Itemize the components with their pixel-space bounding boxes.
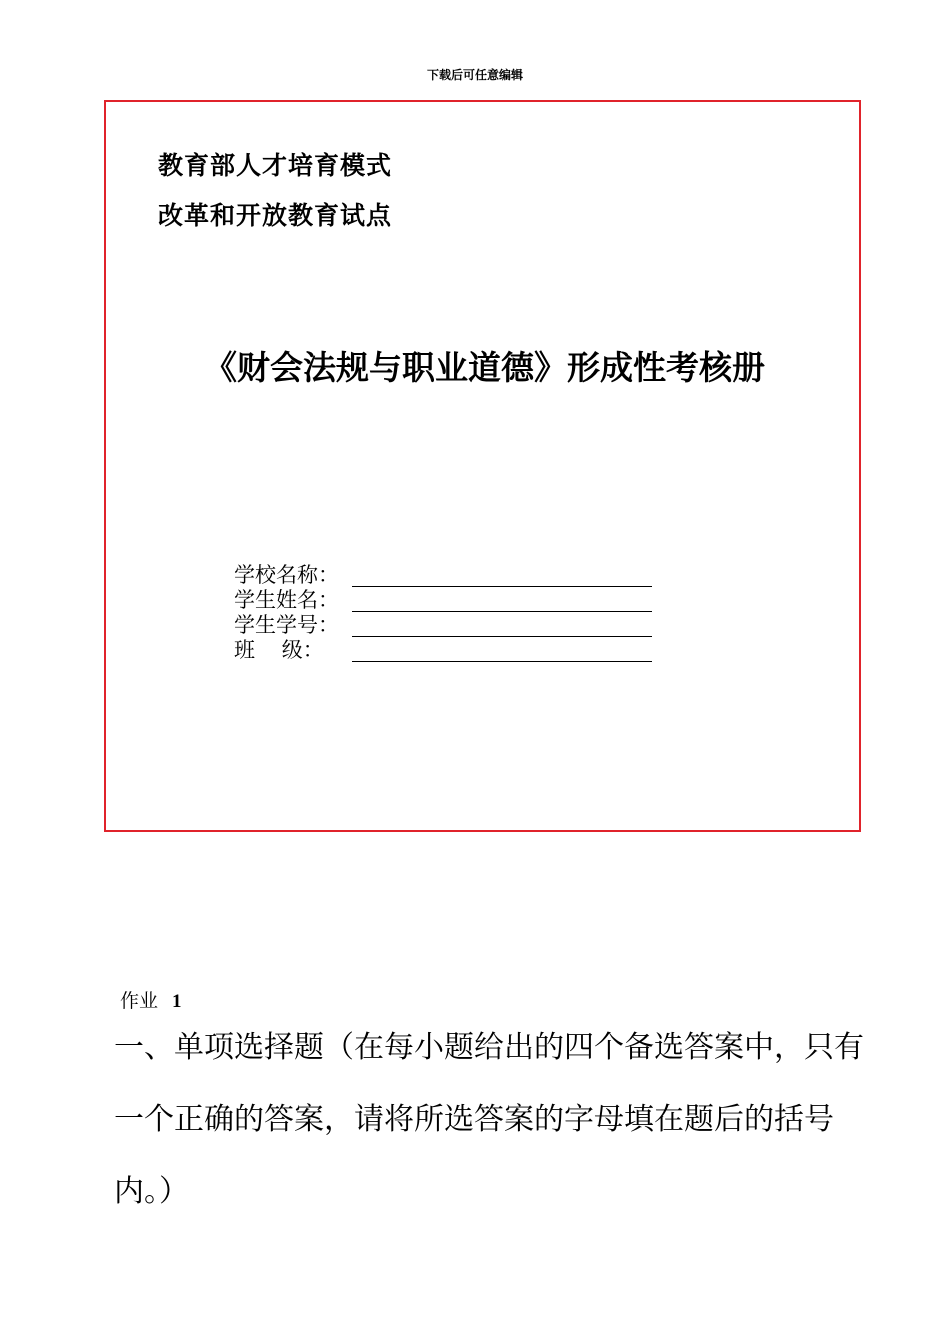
student-name-row	[234, 587, 652, 612]
student-info-form	[234, 562, 652, 662]
school-name-blank[interactable]	[352, 566, 652, 587]
assignment-label	[120, 986, 182, 1013]
class-label: 班 级：	[234, 638, 324, 662]
student-id-label: 学生学号：	[234, 613, 339, 637]
student-id-row	[234, 612, 652, 637]
class-blank[interactable]	[352, 641, 652, 662]
header-note: 下载后可任意编辑	[426, 68, 523, 82]
document-title: 《财会法规与职业道德》形成性考核册	[204, 348, 765, 387]
school-name-label: 学校名称：	[234, 563, 339, 587]
assignment-label-text: 作业	[120, 990, 159, 1012]
student-id-blank[interactable]	[352, 616, 652, 637]
section-heading: 一、单项选择题（在每小题给出的四个备选答案中，只有一个正确的答案，请将所选答案的字母填在题后的括号内。）	[114, 1030, 864, 1209]
org-line-1: 教育部人才培育模式	[158, 151, 393, 180]
student-name-blank[interactable]	[352, 591, 652, 612]
school-name-row	[234, 562, 652, 587]
class-row	[234, 637, 652, 662]
cover-frame	[104, 100, 861, 832]
student-name-label: 学生姓名：	[234, 588, 339, 612]
assignment-number: 1	[172, 991, 182, 1012]
org-line-2: 改革和开放教育试点	[158, 201, 393, 230]
